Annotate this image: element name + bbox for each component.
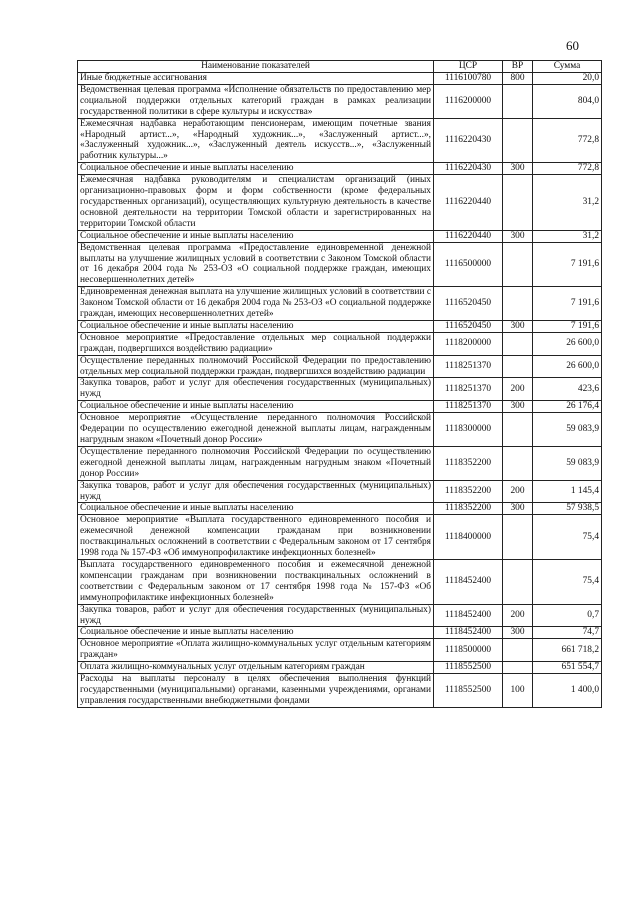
vr-cell: 200 <box>503 604 533 627</box>
code-cell: 1116200000 <box>434 84 503 118</box>
sum-cell: 1 400,0 <box>533 674 602 708</box>
vr-cell <box>503 118 533 163</box>
table-row <box>78 287 602 321</box>
sum-cell: 7 191,6 <box>533 287 602 321</box>
vr-cell: 300 <box>503 401 533 413</box>
table-row <box>78 401 602 413</box>
name-cell: Ведомственная целевая программа «Исполнение обязательств по предоставлению мер социальной поддержки отдельных категорий граждан в рамках реализации государственной политики в сфере культуры и искусства» <box>78 84 434 118</box>
table-row <box>78 175 602 231</box>
name-cell: Единовременная денежная выплата на улучшение жилищных условий в соответствии с Законом Томской области от 16 декабря 2004 года № 253-ОЗ «О социальной поддержке граждан, имеющих несовершеннолетних детей» <box>78 287 434 321</box>
name-cell: Закупка товаров, работ и услуг для обеспечения государственных (муниципальных) нужд <box>78 378 434 401</box>
name-cell: Основное мероприятие «Оплата жилищно-коммунальных услуг отдельным категориям граждан» <box>78 639 434 662</box>
sum-cell: 59 083,9 <box>533 413 602 447</box>
vr-cell <box>503 84 533 118</box>
code-cell: 1118300000 <box>434 413 503 447</box>
code-cell: 1118251370 <box>434 355 503 378</box>
code-cell: 1118200000 <box>434 332 503 355</box>
table-row <box>78 84 602 118</box>
vr-cell: 300 <box>503 627 533 639</box>
code-cell: 1118452400 <box>434 604 503 627</box>
name-cell: Социальное обеспечение и иные выплаты населению <box>78 401 434 413</box>
table-row <box>78 230 602 242</box>
vr-cell <box>503 446 533 480</box>
sum-cell: 7 191,6 <box>533 320 602 332</box>
sum-cell: 31,2 <box>533 230 602 242</box>
table-row <box>78 480 602 503</box>
table-row <box>78 378 602 401</box>
sum-cell: 26 176,4 <box>533 401 602 413</box>
sum-cell: 772,8 <box>533 118 602 163</box>
table-row <box>78 332 602 355</box>
table-row <box>78 163 602 175</box>
vr-cell: 200 <box>503 480 533 503</box>
code-cell: 1118452400 <box>434 559 503 604</box>
name-cell: Социальное обеспечение и иные выплаты населению <box>78 320 434 332</box>
vr-cell: 300 <box>503 320 533 332</box>
table-row <box>78 73 602 85</box>
sum-cell: 7 191,6 <box>533 242 602 287</box>
vr-cell: 300 <box>503 230 533 242</box>
sum-cell: 26 600,0 <box>533 332 602 355</box>
name-cell: Осуществление переданных полномочий Российской Федерации по предоставлению отдельных мер социальной поддержки граждан, подвергшихся воздействию радиации <box>78 355 434 378</box>
code-cell: 1118400000 <box>434 515 503 560</box>
table-row <box>78 604 602 627</box>
table-row <box>78 242 602 287</box>
code-cell: 1116220440 <box>434 175 503 231</box>
column-header-vr: ВР <box>503 61 533 73</box>
code-cell: 1118452400 <box>434 627 503 639</box>
sum-cell: 423,6 <box>533 378 602 401</box>
name-cell: Расходы на выплаты персоналу в целях обеспечения выполнения функций государственными (муниципальными) органами, казенными учреждениями, органами управления государственными внебюджетными фондами <box>78 674 434 708</box>
sum-cell: 0,7 <box>533 604 602 627</box>
code-cell: 1118500000 <box>434 639 503 662</box>
sum-cell: 57 938,5 <box>533 503 602 515</box>
code-cell: 1116220430 <box>434 118 503 163</box>
name-cell: Социальное обеспечение и иные выплаты населению <box>78 503 434 515</box>
name-cell: Оплата жилищно-коммунальных услуг отдельным категориям граждан <box>78 662 434 674</box>
vr-cell <box>503 515 533 560</box>
name-cell: Закупка товаров, работ и услуг для обеспечения государственных (муниципальных) нужд <box>78 480 434 503</box>
name-cell: Осуществление переданного полномочия Российской Федерации по осуществлению ежегодной денежной выплаты лицам, награжденным нагрудным знаком «Почетный донор России» <box>78 446 434 480</box>
vr-cell <box>503 332 533 355</box>
vr-cell: 800 <box>503 73 533 85</box>
name-cell: Ведомственная целевая программа «Предоставление единовременной денежной выплаты на улучшение жилищных условий в соответствии с Законом Томской области от 16 декабря 2004 года № 253-ОЗ «О социальной поддержке граждан, имеющих несовершеннолетних детей» <box>78 242 434 287</box>
vr-cell <box>503 639 533 662</box>
name-cell: Основное мероприятие «Осуществление переданного полномочия Российской Федерации по осуществлению ежегодной денежной выплаты лицам, награжденным нагрудным знаком «Почетный донор России» <box>78 413 434 447</box>
column-header-name: Наименование показателей <box>78 61 434 73</box>
table-row <box>78 413 602 447</box>
code-cell: 1116220440 <box>434 230 503 242</box>
code-cell: 1118352200 <box>434 480 503 503</box>
vr-cell <box>503 242 533 287</box>
sum-cell: 59 083,9 <box>533 446 602 480</box>
sum-cell: 804,0 <box>533 84 602 118</box>
column-header-code: ЦСР <box>434 61 503 73</box>
code-cell: 1116500000 <box>434 242 503 287</box>
code-cell: 1118352200 <box>434 503 503 515</box>
name-cell: Социальное обеспечение и иные выплаты населению <box>78 230 434 242</box>
vr-cell: 300 <box>503 163 533 175</box>
name-cell: Ежемесячная надбавка неработающим пенсионерам, имеющим почетные звания «Народный артист...», «Народный художник...», «Заслуженный артист...», «Заслуженный художник...», «Заслуженный деятель искусств...», «Заслуженный работник культуры...» <box>78 118 434 163</box>
table-header-row <box>78 61 602 73</box>
sum-cell: 75,4 <box>533 559 602 604</box>
table-row <box>78 355 602 378</box>
table-row <box>78 515 602 560</box>
table-row <box>78 118 602 163</box>
vr-cell <box>503 175 533 231</box>
name-cell: Закупка товаров, работ и услуг для обеспечения государственных (муниципальных) нужд <box>78 604 434 627</box>
table-row <box>78 559 602 604</box>
table-row <box>78 662 602 674</box>
name-cell: Основное мероприятие «Выплата государственного единовременного пособия и ежемесячной денежной компенсации гражданам при возникновении поствакцинальных осложнений в соответствии с Федеральным законом от 17 сентября 1998 года № 157-ФЗ «Об иммунопрофилактике инфекционных болезней» <box>78 515 434 560</box>
budget-table <box>77 60 602 708</box>
table-row <box>78 674 602 708</box>
vr-cell: 200 <box>503 378 533 401</box>
table-row <box>78 627 602 639</box>
name-cell: Основное мероприятие «Предоставление отдельных мер социальной поддержки граждан, подвергшихся воздействию радиации» <box>78 332 434 355</box>
page-number: 60 <box>566 38 579 53</box>
code-cell: 1116520450 <box>434 320 503 332</box>
code-cell: 1118552500 <box>434 674 503 708</box>
name-cell: Иные бюджетные ассигнования <box>78 73 434 85</box>
vr-cell <box>503 559 533 604</box>
sum-cell: 75,4 <box>533 515 602 560</box>
code-cell: 1118251370 <box>434 378 503 401</box>
table-row <box>78 446 602 480</box>
sum-cell: 651 554,7 <box>533 662 602 674</box>
sum-cell: 661 718,2 <box>533 639 602 662</box>
vr-cell: 100 <box>503 674 533 708</box>
table-row <box>78 639 602 662</box>
name-cell: Ежемесячная надбавка руководителям и специалистам организаций (иных организационно-правовых форм и форм собственности (кроме федеральных государственных организаций), осуществляющих культурную деятельность в качестве основной деятельности на территории Томской области и зарегистрированных на территории Томской области <box>78 175 434 231</box>
name-cell: Социальное обеспечение и иные выплаты населению <box>78 163 434 175</box>
vr-cell <box>503 413 533 447</box>
code-cell: 1118552500 <box>434 662 503 674</box>
table-row <box>78 503 602 515</box>
vr-cell <box>503 355 533 378</box>
vr-cell <box>503 287 533 321</box>
sum-cell: 20,0 <box>533 73 602 85</box>
sum-cell: 74,7 <box>533 627 602 639</box>
sum-cell: 1 145,4 <box>533 480 602 503</box>
sum-cell: 31,2 <box>533 175 602 231</box>
vr-cell: 300 <box>503 503 533 515</box>
name-cell: Социальное обеспечение и иные выплаты населению <box>78 627 434 639</box>
code-cell: 1118251370 <box>434 401 503 413</box>
sum-cell: 26 600,0 <box>533 355 602 378</box>
code-cell: 1116220430 <box>434 163 503 175</box>
table-row <box>78 320 602 332</box>
vr-cell <box>503 662 533 674</box>
code-cell: 1116100780 <box>434 73 503 85</box>
column-header-sum: Сумма <box>533 61 602 73</box>
code-cell: 1116520450 <box>434 287 503 321</box>
code-cell: 1118352200 <box>434 446 503 480</box>
name-cell: Выплата государственного единовременного пособия и ежемесячной денежной компенсации гражданам при возникновении поствакцинальных осложнений в соответствии с Федеральным законом от 17 сентября 1998 года № 157-ФЗ «Об иммунопрофилактике инфекционных болезней» <box>78 559 434 604</box>
sum-cell: 772,8 <box>533 163 602 175</box>
